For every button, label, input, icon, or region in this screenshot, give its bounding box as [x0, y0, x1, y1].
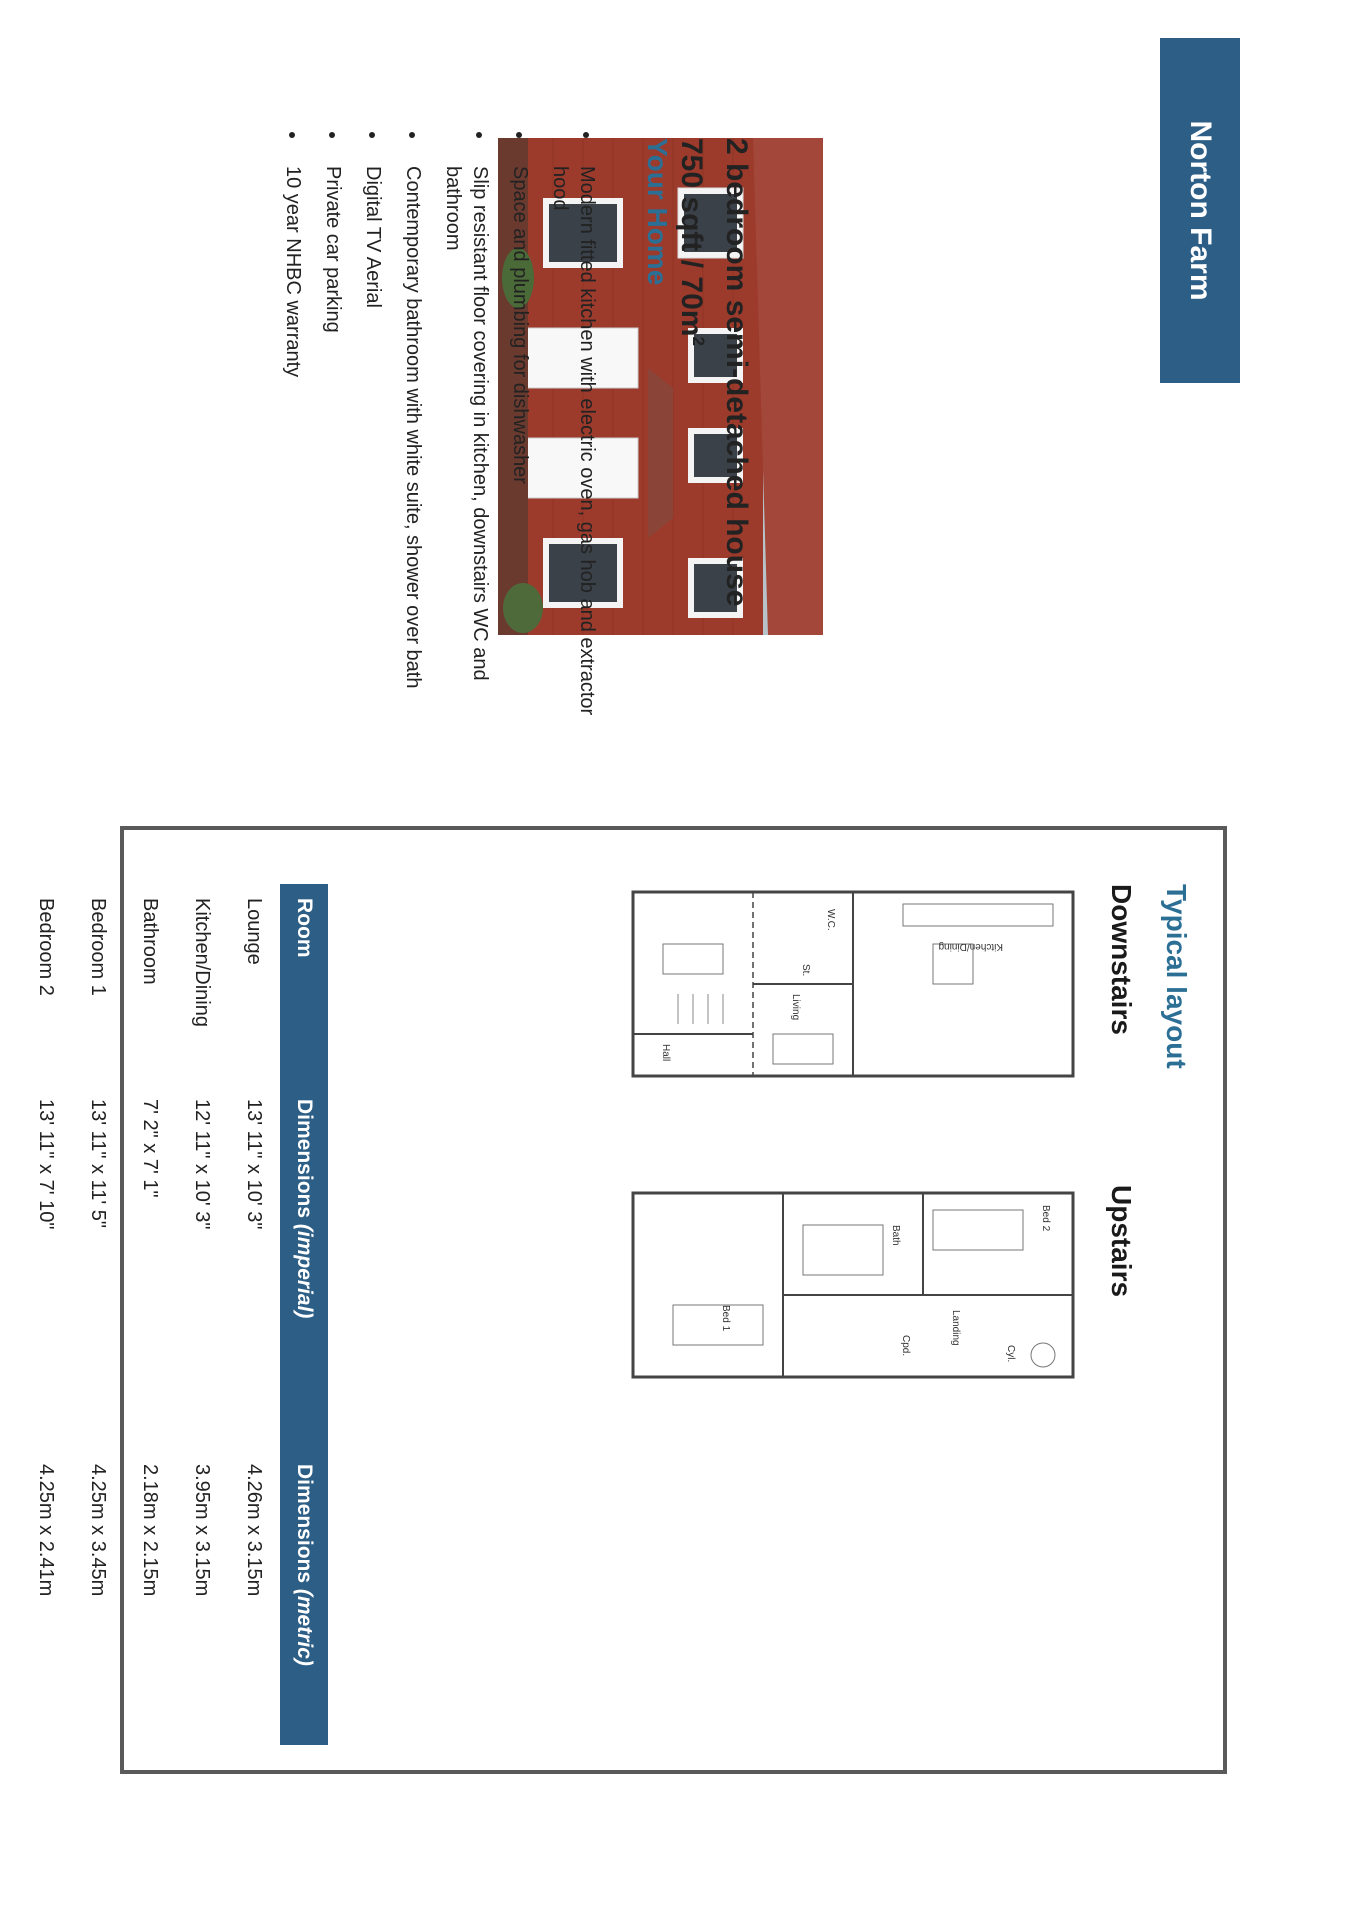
room-metric: 4.26m x 3.15m: [243, 1464, 266, 1597]
header-metric-unit: (metric): [293, 1588, 316, 1666]
plan-label-wc: W.C.: [825, 909, 836, 931]
downstairs-floor-plan: [613, 884, 1083, 1084]
room-imperial: 7' 2" x 7' 1": [139, 1099, 162, 1198]
plan-label-st: St.: [800, 964, 811, 977]
upstairs-heading: Upstairs: [1106, 1185, 1137, 1298]
table-row: [72, 884, 124, 1745]
your-home-heading: Your Home: [642, 138, 673, 286]
room-name: Bedroom 2: [35, 898, 58, 996]
feature-item: • Space and plumbing for dishwasher: [506, 150, 533, 750]
table-row: [20, 884, 72, 1745]
house-size-unit-sup: 2: [689, 336, 708, 346]
room-metric: 4.25m x 2.41m: [35, 1464, 58, 1597]
plan-label-bath: Bath: [890, 1225, 901, 1246]
house-size-text: 750 sqft / 70m: [675, 138, 708, 337]
header-metric-label: Dimensions: [293, 1464, 316, 1589]
feature-item: • Slip resistant floor covering in kitchen, downstairs WC and bathroom: [439, 150, 493, 750]
house-size: [672, 138, 717, 678]
header-imperial: [280, 1085, 328, 1450]
room-imperial: 13' 11" x 10' 3": [243, 1099, 266, 1230]
house-type: 2 bedroom semi-detached house: [720, 138, 753, 607]
room-name: Kitchen/Dining: [191, 898, 214, 1027]
plan-label-living: Living: [790, 994, 801, 1021]
header-room: Room: [293, 898, 316, 958]
plan-label-bed1: Bed 1: [720, 1305, 731, 1332]
table-row: [176, 884, 228, 1745]
typical-layout-heading: Typical layout: [1161, 884, 1192, 1069]
plan-label-hall: Hall: [660, 1044, 671, 1062]
room-imperial: 12' 11" x 10' 3": [191, 1099, 214, 1230]
table-row: [228, 884, 280, 1745]
plan-label-cyl: Cyl.: [1005, 1345, 1016, 1363]
feature-item: • 10 year NHBC warranty: [279, 150, 306, 750]
room-metric: 2.18m x 2.15m: [139, 1464, 162, 1597]
room-name: Bedroom 1: [87, 898, 110, 996]
room-metric: 4.25m x 3.45m: [87, 1464, 110, 1597]
downstairs-heading: Downstairs: [1106, 884, 1137, 1035]
header-imperial-label: Dimensions: [293, 1099, 316, 1224]
room-metric: 3.95m x 3.15m: [191, 1464, 214, 1597]
room-name: Bathroom: [139, 898, 162, 985]
room-imperial: 13' 11" x 11' 5": [87, 1099, 110, 1228]
room-name: Lounge: [243, 898, 266, 965]
development-name: Norton Farm: [1184, 120, 1217, 301]
room-imperial: 13' 11" x 7' 10": [35, 1099, 58, 1230]
header-imperial-unit: (imperial): [293, 1223, 316, 1319]
feature-item: • Modern fitted kitchen with electric oven, gas hob and extractor hood: [546, 150, 600, 750]
header-metric: [280, 1450, 328, 1745]
plan-label-landing: Landing: [950, 1310, 961, 1346]
feature-item: • Contemporary bathroom with white suite, shower over bath: [399, 150, 426, 750]
plan-label-cpd: Cpd.: [900, 1335, 911, 1357]
table-header-row: [280, 884, 328, 1745]
feature-item: • Digital TV Aerial: [359, 150, 386, 750]
feature-item: • Private car parking: [319, 150, 346, 750]
plan-label-kitchen: Kitchen/Dining: [938, 941, 1003, 952]
room-dimensions-table: [20, 884, 328, 1745]
upstairs-floor-plan: [613, 1185, 1083, 1385]
table-row: [124, 884, 176, 1745]
plan-label-bed2: Bed 2: [1040, 1205, 1051, 1232]
features-list: [266, 128, 600, 750]
development-banner: [1160, 38, 1240, 383]
